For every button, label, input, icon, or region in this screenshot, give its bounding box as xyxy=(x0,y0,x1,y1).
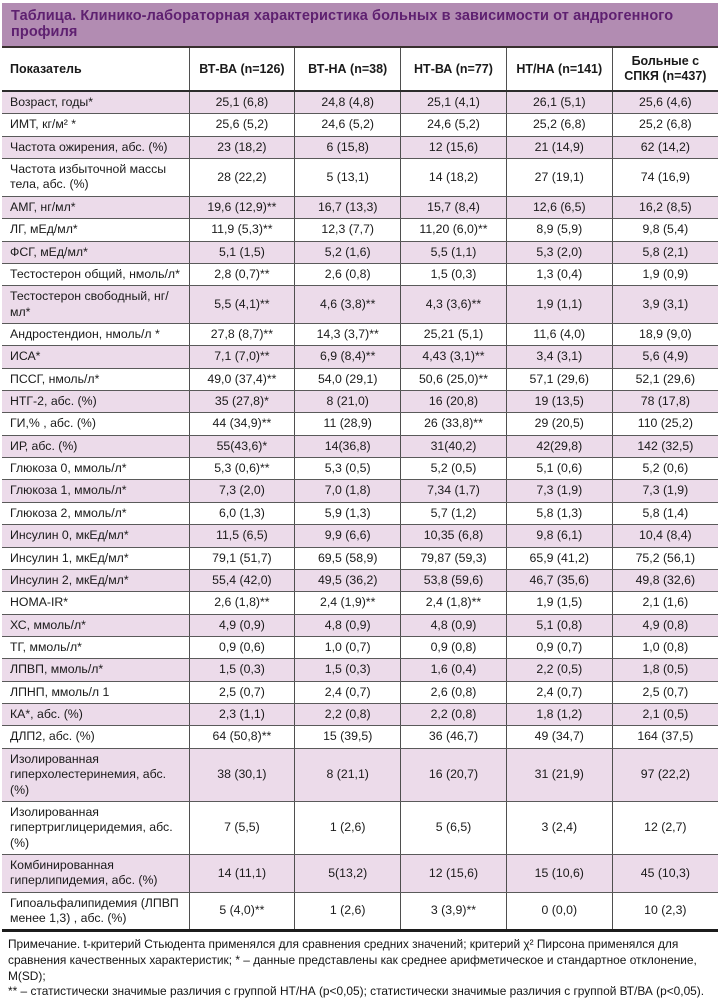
table-row xyxy=(2,435,718,457)
cell-value: 25,1 (4,1) xyxy=(401,91,507,114)
cell-value: 25,2 (6,8) xyxy=(612,114,718,136)
row-label: Инсулин 1, мкЕд/мл* xyxy=(2,547,189,569)
cell-value: 9,8 (5,4) xyxy=(612,219,718,241)
cell-value: 12 (2,7) xyxy=(612,801,718,854)
row-label: ПССГ, нмоль/л* xyxy=(2,368,189,390)
cell-value: 79,87 (59,3) xyxy=(401,547,507,569)
cell-value: 25,1 (6,8) xyxy=(189,91,295,114)
cell-value: 50,6 (25,0)** xyxy=(401,368,507,390)
cell-value: 53,8 (59,6) xyxy=(401,569,507,591)
table-row xyxy=(2,614,718,636)
row-label: Тестостерон общий, нмоль/л* xyxy=(2,263,189,285)
row-label: Андростендион, нмоль/л * xyxy=(2,323,189,345)
table-row xyxy=(2,892,718,931)
cell-value: 12 (15,6) xyxy=(401,136,507,158)
cell-value: 2,8 (0,7)** xyxy=(189,263,295,285)
cell-value: 24,6 (5,2) xyxy=(295,114,401,136)
row-label: КА*, абс. (%) xyxy=(2,704,189,726)
cell-value: 5,3 (0,6)** xyxy=(189,458,295,480)
table-row xyxy=(2,286,718,324)
cell-value: 25,6 (5,2) xyxy=(189,114,295,136)
column-header-vt-na: ВТ-НА (n=38) xyxy=(295,48,401,91)
cell-value: 4,3 (3,6)** xyxy=(401,286,507,324)
cell-value: 8 (21,1) xyxy=(295,748,401,801)
cell-value: 2,4 (1,8)** xyxy=(401,592,507,614)
row-label: ХС, ммоль/л* xyxy=(2,614,189,636)
cell-value: 24,6 (5,2) xyxy=(401,114,507,136)
table-row xyxy=(2,458,718,480)
cell-value: 5 (4,0)** xyxy=(189,892,295,931)
row-label: Изолированная гипертриглицеридемия, абс. (%) xyxy=(2,801,189,854)
column-header-vt-va: ВТ-ВА (n=126) xyxy=(189,48,295,91)
row-label: ФСГ, мЕд/мл* xyxy=(2,241,189,263)
cell-value: 2,3 (1,1) xyxy=(189,704,295,726)
table-row xyxy=(2,569,718,591)
cell-value: 64 (50,8)** xyxy=(189,726,295,748)
cell-value: 3 (3,9)** xyxy=(401,892,507,931)
cell-value: 5,6 (4,9) xyxy=(612,346,718,368)
cell-value: 16 (20,7) xyxy=(401,748,507,801)
cell-value: 1,8 (0,5) xyxy=(612,659,718,681)
footnote-line-1: Примечание. t-критерий Стьюдента применялся для сравнения средних значений; критерий χ² Пирсона применялся для сравнения качественных характеристик; * – данные представлены как среднее арифметическое и стандартное отклонение, M(SD); xyxy=(8,937,697,983)
cell-value: 25,2 (6,8) xyxy=(506,114,612,136)
cell-value: 24,8 (4,8) xyxy=(295,91,401,114)
cell-value: 6,9 (8,4)** xyxy=(295,346,401,368)
cell-value: 7,0 (1,8) xyxy=(295,480,401,502)
cell-value: 5,8 (2,1) xyxy=(612,241,718,263)
cell-value: 74 (16,9) xyxy=(612,159,718,197)
cell-value: 26,1 (5,1) xyxy=(506,91,612,114)
cell-value: 0,9 (0,7) xyxy=(506,636,612,658)
table-row xyxy=(2,323,718,345)
row-label: Возраст, годы* xyxy=(2,91,189,114)
column-header-nt-na: НТ/НА (n=141) xyxy=(506,48,612,91)
cell-value: 35 (27,8)* xyxy=(189,391,295,413)
cell-value: 49,0 (37,4)** xyxy=(189,368,295,390)
cell-value: 38 (30,1) xyxy=(189,748,295,801)
table-row xyxy=(2,91,718,114)
cell-value: 5,8 (1,4) xyxy=(612,502,718,524)
cell-value: 57,1 (29,6) xyxy=(506,368,612,390)
cell-value: 14 (11,1) xyxy=(189,854,295,892)
cell-value: 110 (25,2) xyxy=(612,413,718,435)
cell-value: 5,1 (0,8) xyxy=(506,614,612,636)
table-row xyxy=(2,346,718,368)
cell-value: 27 (19,1) xyxy=(506,159,612,197)
cell-value: 2,6 (1,8)** xyxy=(189,592,295,614)
cell-value: 5,1 (0,6) xyxy=(506,458,612,480)
cell-value: 14,3 (3,7)** xyxy=(295,323,401,345)
row-label: ГИ,% , абс. (%) xyxy=(2,413,189,435)
cell-value: 5(13,2) xyxy=(295,854,401,892)
table-row xyxy=(2,480,718,502)
cell-value: 55,4 (42,0) xyxy=(189,569,295,591)
cell-value: 31(40,2) xyxy=(401,435,507,457)
cell-value: 0 (0,0) xyxy=(506,892,612,931)
cell-value: 2,4 (0,7) xyxy=(506,681,612,703)
table-row xyxy=(2,219,718,241)
cell-value: 14(36,8) xyxy=(295,435,401,457)
row-label: Гипоальфалипидемия (ЛПВП менее 1,3) , абс. (%) xyxy=(2,892,189,931)
cell-value: 1,0 (0,7) xyxy=(295,636,401,658)
column-header-nt-va: НТ-ВА (n=77) xyxy=(401,48,507,91)
cell-value: 2,5 (0,7) xyxy=(612,681,718,703)
cell-value: 18,9 (9,0) xyxy=(612,323,718,345)
table-row xyxy=(2,704,718,726)
cell-value: 11,5 (6,5) xyxy=(189,525,295,547)
row-label: Комбинированная гиперлипидемия, абс. (%) xyxy=(2,854,189,892)
cell-value: 1,8 (1,2) xyxy=(506,704,612,726)
cell-value: 45 (10,3) xyxy=(612,854,718,892)
row-label: Глюкоза 0, ммоль/л* xyxy=(2,458,189,480)
table-row xyxy=(2,241,718,263)
row-label: Изолированная гиперхолестеринемия, абс. (%) xyxy=(2,748,189,801)
cell-value: 78 (17,8) xyxy=(612,391,718,413)
table-row xyxy=(2,114,718,136)
table-row xyxy=(2,592,718,614)
table-header xyxy=(2,48,718,91)
cell-value: 1,5 (0,3) xyxy=(189,659,295,681)
column-header-pcos-total: Больные с СПКЯ (n=437) xyxy=(612,48,718,91)
cell-value: 5 (6,5) xyxy=(401,801,507,854)
cell-value: 2,4 (1,9)** xyxy=(295,592,401,614)
cell-value: 2,2 (0,8) xyxy=(295,704,401,726)
cell-value: 11,20 (6,0)** xyxy=(401,219,507,241)
cell-value: 5,1 (1,5) xyxy=(189,241,295,263)
row-label: ЛПВП, ммоль/л* xyxy=(2,659,189,681)
cell-value: 5,7 (1,2) xyxy=(401,502,507,524)
cell-value: 16,2 (8,5) xyxy=(612,196,718,218)
table-row xyxy=(2,801,718,854)
cell-value: 5,3 (0,5) xyxy=(295,458,401,480)
cell-value: 36 (46,7) xyxy=(401,726,507,748)
cell-value: 1,0 (0,8) xyxy=(612,636,718,658)
cell-value: 29 (20,5) xyxy=(506,413,612,435)
cell-value: 1,3 (0,4) xyxy=(506,263,612,285)
column-header-indicator: Показатель xyxy=(2,48,189,91)
row-label: Тестостерон свободный, нг/мл* xyxy=(2,286,189,324)
cell-value: 79,1 (51,7) xyxy=(189,547,295,569)
row-label: HOMA-IR* xyxy=(2,592,189,614)
table-row xyxy=(2,659,718,681)
cell-value: 5,9 (1,3) xyxy=(295,502,401,524)
cell-value: 4,6 (3,8)** xyxy=(295,286,401,324)
cell-value: 21 (14,9) xyxy=(506,136,612,158)
cell-value: 7,34 (1,7) xyxy=(401,480,507,502)
cell-value: 5,8 (1,3) xyxy=(506,502,612,524)
cell-value: 15 (10,6) xyxy=(506,854,612,892)
table-row xyxy=(2,196,718,218)
table-row xyxy=(2,136,718,158)
cell-value: 7,3 (1,9) xyxy=(506,480,612,502)
cell-value: 8,9 (5,9) xyxy=(506,219,612,241)
cell-value: 44 (34,9)** xyxy=(189,413,295,435)
cell-value: 7,3 (2,0) xyxy=(189,480,295,502)
row-label: ЛПНП, ммоль/л 1 xyxy=(2,681,189,703)
table-row xyxy=(2,726,718,748)
cell-value: 49 (34,7) xyxy=(506,726,612,748)
cell-value: 15 (39,5) xyxy=(295,726,401,748)
cell-value: 97 (22,2) xyxy=(612,748,718,801)
cell-value: 7 (5,5) xyxy=(189,801,295,854)
row-label: ИСА* xyxy=(2,346,189,368)
cell-value: 16 (20,8) xyxy=(401,391,507,413)
row-label: ДЛП2, абс. (%) xyxy=(2,726,189,748)
cell-value: 3,4 (3,1) xyxy=(506,346,612,368)
cell-value: 3,9 (3,1) xyxy=(612,286,718,324)
cell-value: 31 (21,9) xyxy=(506,748,612,801)
table-title: Таблица. Клинико-лабораторная характеристика больных в зависимости от андрогенного профиля xyxy=(2,3,718,48)
cell-value: 4,9 (0,9) xyxy=(189,614,295,636)
cell-value: 10,35 (6,8) xyxy=(401,525,507,547)
cell-value: 9,8 (6,1) xyxy=(506,525,612,547)
cell-value: 11 (28,9) xyxy=(295,413,401,435)
table-body xyxy=(2,91,718,931)
cell-value: 5,5 (1,1) xyxy=(401,241,507,263)
cell-value: 10 (2,3) xyxy=(612,892,718,931)
table-row xyxy=(2,413,718,435)
cell-value: 9,9 (6,6) xyxy=(295,525,401,547)
cell-value: 14 (18,2) xyxy=(401,159,507,197)
cell-value: 6,0 (1,3) xyxy=(189,502,295,524)
cell-value: 25,21 (5,1) xyxy=(401,323,507,345)
cell-value: 142 (32,5) xyxy=(612,435,718,457)
cell-value: 25,6 (4,6) xyxy=(612,91,718,114)
row-label: Инсулин 0, мкЕд/мл* xyxy=(2,525,189,547)
cell-value: 1 (2,6) xyxy=(295,801,401,854)
table-row xyxy=(2,748,718,801)
row-label: Частота избыточной массы тела, абс. (%) xyxy=(2,159,189,197)
table-row xyxy=(2,525,718,547)
cell-value: 3 (2,4) xyxy=(506,801,612,854)
cell-value: 54,0 (29,1) xyxy=(295,368,401,390)
cell-value: 2,2 (0,5) xyxy=(506,659,612,681)
table-row xyxy=(2,854,718,892)
cell-value: 164 (37,5) xyxy=(612,726,718,748)
cell-value: 69,5 (58,9) xyxy=(295,547,401,569)
row-label: ЛГ, мЕд/мл* xyxy=(2,219,189,241)
cell-value: 2,6 (0,8) xyxy=(401,681,507,703)
table-footnote xyxy=(2,932,718,1006)
row-label: НТГ-2, абс. (%) xyxy=(2,391,189,413)
cell-value: 7,1 (7,0)** xyxy=(189,346,295,368)
cell-value: 1 (2,6) xyxy=(295,892,401,931)
row-label: ИР, абс. (%) xyxy=(2,435,189,457)
table-row xyxy=(2,547,718,569)
cell-value: 27,8 (8,7)** xyxy=(189,323,295,345)
cell-value: 1,9 (1,5) xyxy=(506,592,612,614)
cell-value: 12,3 (7,7) xyxy=(295,219,401,241)
table-row xyxy=(2,636,718,658)
cell-value: 52,1 (29,6) xyxy=(612,368,718,390)
row-label: ИМТ, кг/м² * xyxy=(2,114,189,136)
table-row xyxy=(2,263,718,285)
cell-value: 19,6 (12,9)** xyxy=(189,196,295,218)
cell-value: 62 (14,2) xyxy=(612,136,718,158)
cell-value: 11,9 (5,3)** xyxy=(189,219,295,241)
row-label: АМГ, нг/мл* xyxy=(2,196,189,218)
cell-value: 5,2 (0,6) xyxy=(612,458,718,480)
cell-value: 4,43 (3,1)** xyxy=(401,346,507,368)
cell-value: 1,5 (0,3) xyxy=(401,263,507,285)
cell-value: 11,6 (4,0) xyxy=(506,323,612,345)
cell-value: 19 (13,5) xyxy=(506,391,612,413)
row-label: Частота ожирения, абс. (%) xyxy=(2,136,189,158)
table-row xyxy=(2,681,718,703)
cell-value: 2,6 (0,8) xyxy=(295,263,401,285)
cell-value: 16,7 (13,3) xyxy=(295,196,401,218)
cell-value: 42(29,8) xyxy=(506,435,612,457)
cell-value: 5,2 (1,6) xyxy=(295,241,401,263)
cell-value: 12,6 (6,5) xyxy=(506,196,612,218)
cell-value: 1,9 (1,1) xyxy=(506,286,612,324)
clinical-data-table xyxy=(2,48,718,932)
cell-value: 28 (22,2) xyxy=(189,159,295,197)
footnote-line-2: ** – статистически значимые различия с группой НТ/НА (p<0,05); статистически значимые различия с группой ВТ/ВА (p<0,05). xyxy=(8,984,705,999)
table-row xyxy=(2,391,718,413)
cell-value: 1,5 (0,3) xyxy=(295,659,401,681)
cell-value: 2,4 (0,7) xyxy=(295,681,401,703)
cell-value: 49,5 (36,2) xyxy=(295,569,401,591)
cell-value: 15,7 (8,4) xyxy=(401,196,507,218)
cell-value: 1,6 (0,4) xyxy=(401,659,507,681)
cell-value: 8 (21,0) xyxy=(295,391,401,413)
cell-value: 0,9 (0,6) xyxy=(189,636,295,658)
cell-value: 2,5 (0,7) xyxy=(189,681,295,703)
table-row xyxy=(2,502,718,524)
row-label: Инсулин 2, мкЕд/мл* xyxy=(2,569,189,591)
cell-value: 7,3 (1,9) xyxy=(612,480,718,502)
cell-value: 5,5 (4,1)** xyxy=(189,286,295,324)
row-label: Глюкоза 1, ммоль/л* xyxy=(2,480,189,502)
cell-value: 6 (15,8) xyxy=(295,136,401,158)
cell-value: 5 (13,1) xyxy=(295,159,401,197)
cell-value: 10,4 (8,4) xyxy=(612,525,718,547)
cell-value: 4,8 (0,9) xyxy=(295,614,401,636)
cell-value: 55(43,6)* xyxy=(189,435,295,457)
table-row xyxy=(2,368,718,390)
cell-value: 2,1 (0,5) xyxy=(612,704,718,726)
cell-value: 2,1 (1,6) xyxy=(612,592,718,614)
cell-value: 2,2 (0,8) xyxy=(401,704,507,726)
cell-value: 46,7 (35,6) xyxy=(506,569,612,591)
cell-value: 4,9 (0,8) xyxy=(612,614,718,636)
row-label: Глюкоза 2, ммоль/л* xyxy=(2,502,189,524)
cell-value: 4,8 (0,9) xyxy=(401,614,507,636)
cell-value: 49,8 (32,6) xyxy=(612,569,718,591)
cell-value: 26 (33,8)** xyxy=(401,413,507,435)
cell-value: 0,9 (0,8) xyxy=(401,636,507,658)
cell-value: 65,9 (41,2) xyxy=(506,547,612,569)
cell-value: 12 (15,6) xyxy=(401,854,507,892)
table-row xyxy=(2,159,718,197)
cell-value: 1,9 (0,9) xyxy=(612,263,718,285)
cell-value: 5,2 (0,5) xyxy=(401,458,507,480)
cell-value: 5,3 (2,0) xyxy=(506,241,612,263)
row-label: ТГ, ммоль/л* xyxy=(2,636,189,658)
cell-value: 23 (18,2) xyxy=(189,136,295,158)
cell-value: 75,2 (56,1) xyxy=(612,547,718,569)
